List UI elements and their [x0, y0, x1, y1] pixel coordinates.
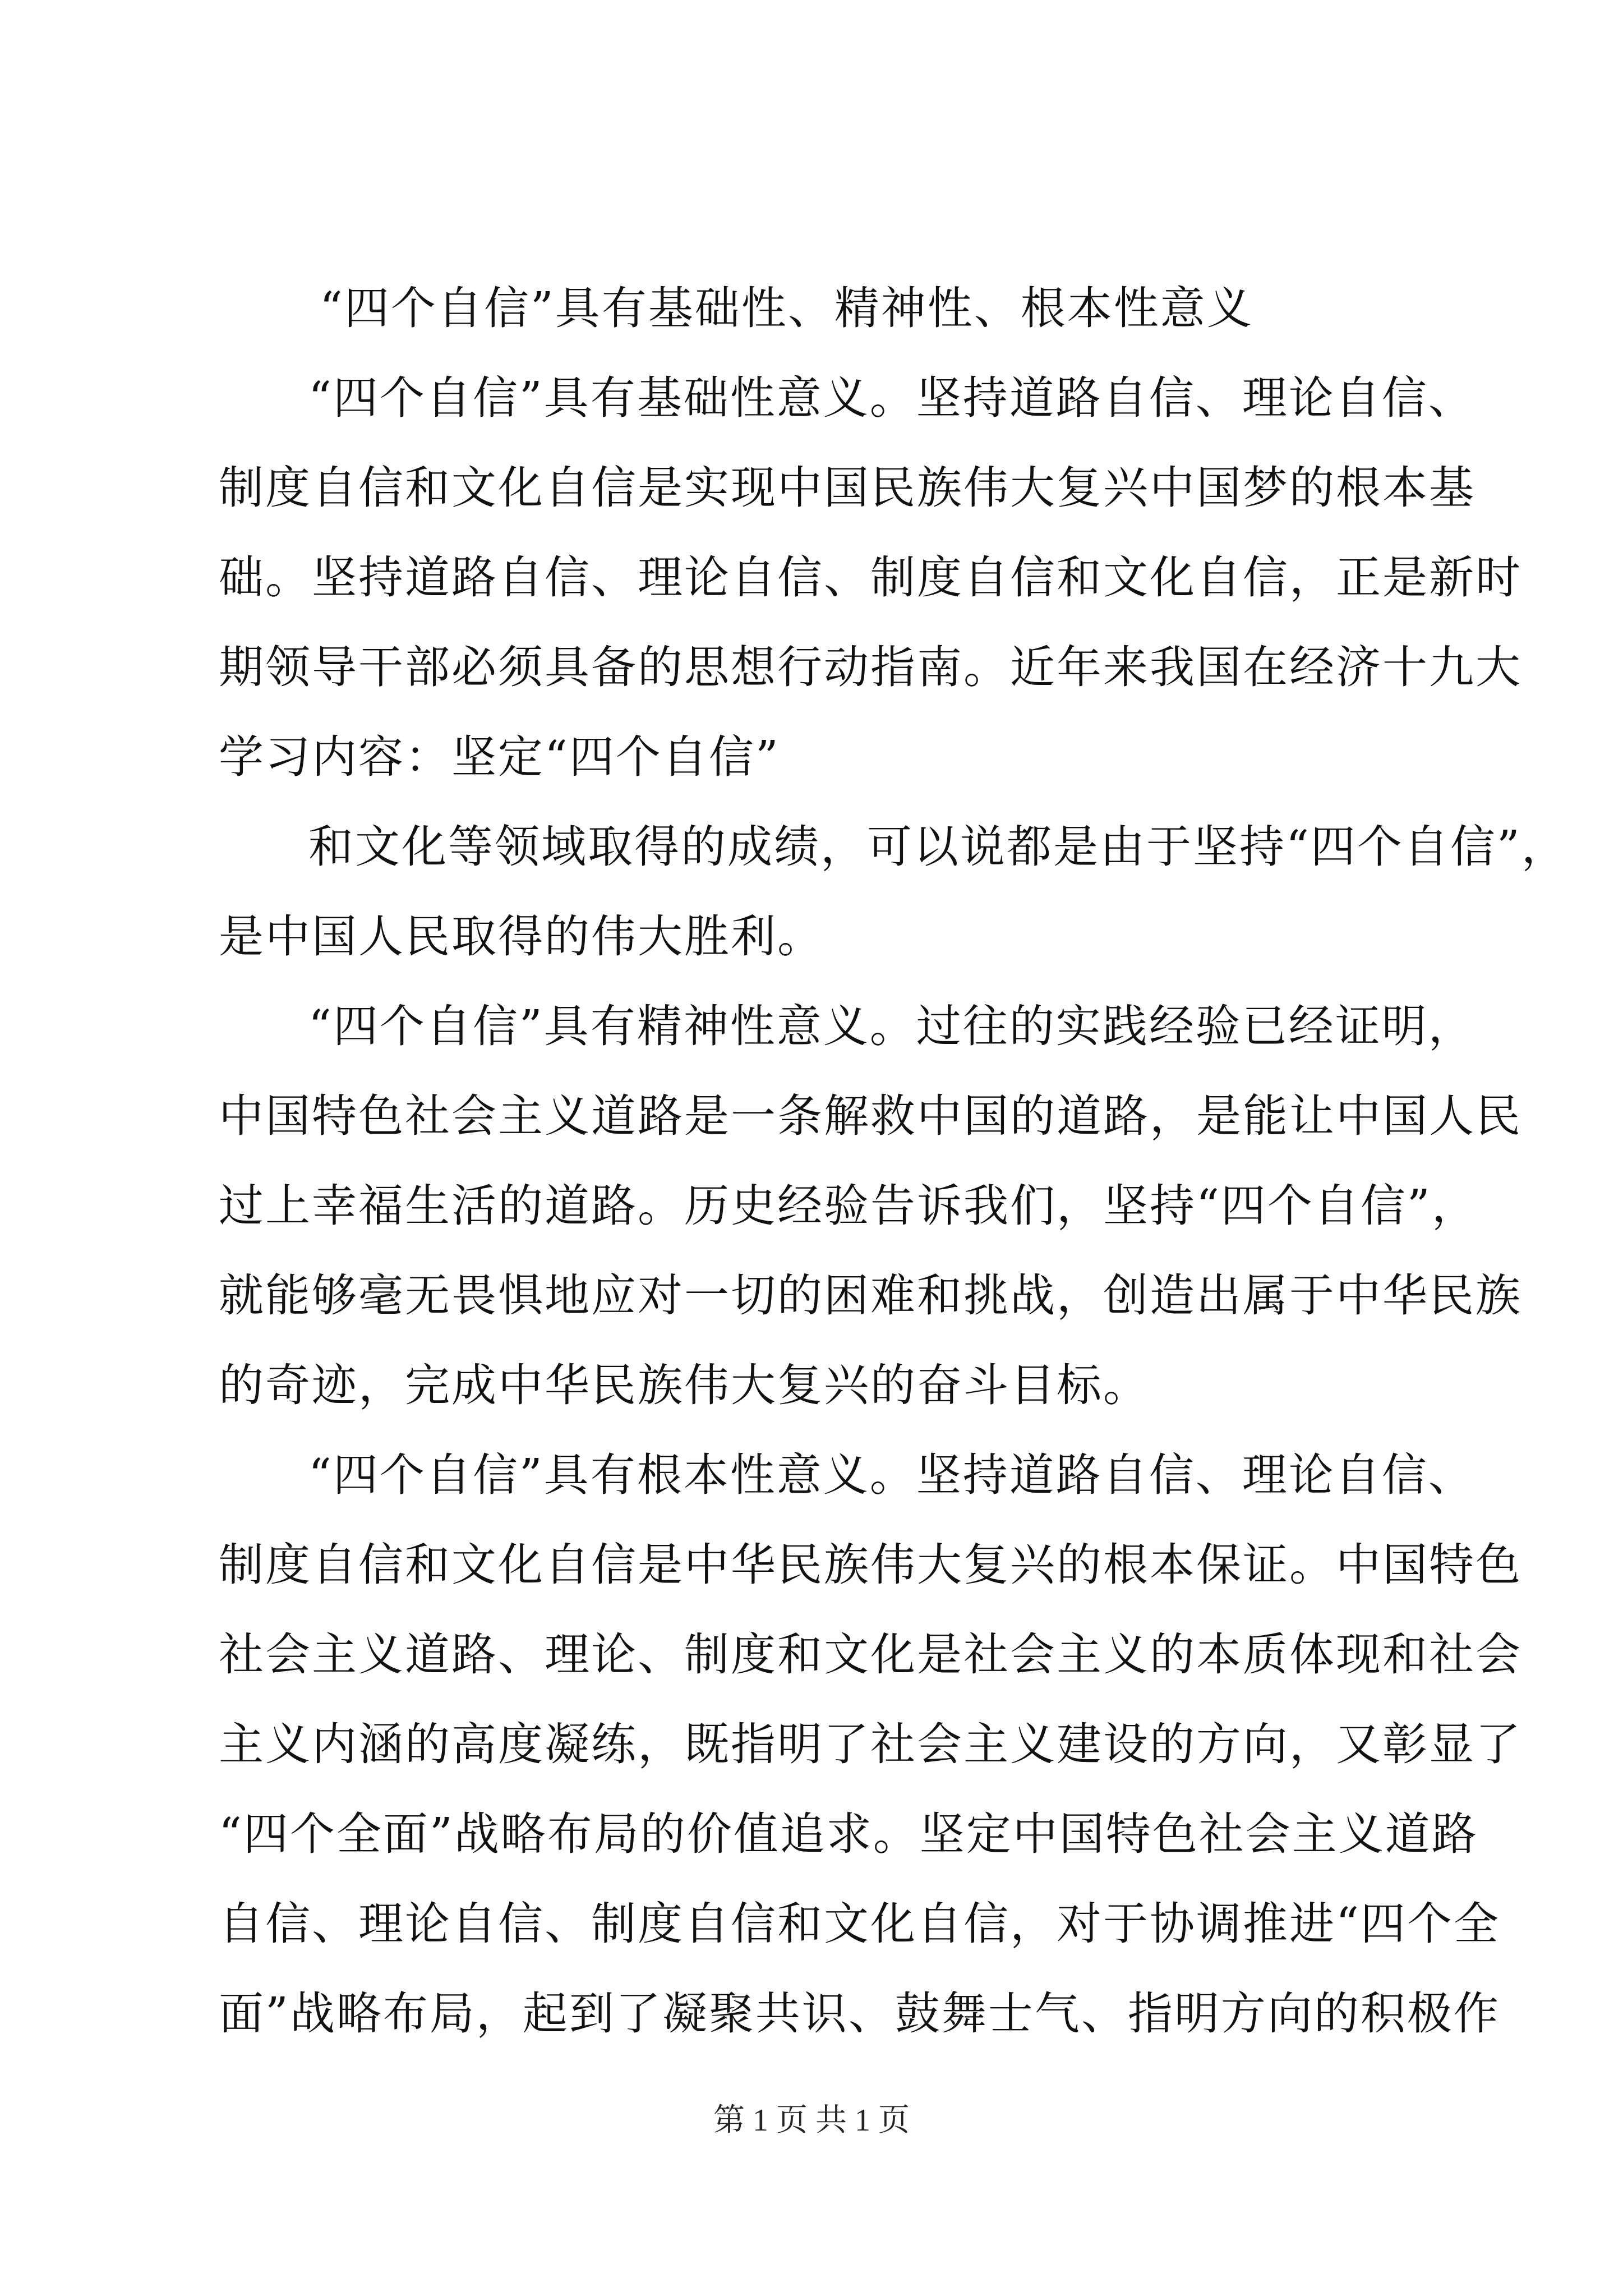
paragraph-line: 和文化等领域取得的成绩，可以说都是由于坚持“四个自信”，	[308, 821, 1568, 873]
paragraph-line: 面”战略布局，起到了凝聚共识、鼓舞士气、指明方向的积极作	[219, 1987, 1500, 2040]
paragraph-line: 就能够毫无畏惧地应对一切的困难和挑战，创造出属于中华民族	[219, 1269, 1522, 1322]
paragraph-line: 是中国人民取得的伟大胜利。	[219, 910, 824, 963]
paragraph-line: “四个自信”具有基础性意义。坚持道路自信、理论自信、	[308, 372, 1475, 424]
paragraph-line: “四个全面”战略布局的价值追求。坚定中国特色社会主义道路	[219, 1808, 1478, 1860]
document-title: “四个自信”具有基础性、精神性、根本性意义	[320, 282, 1253, 334]
paragraph-line: 学习内容：坚定“四个自信”	[219, 731, 780, 783]
paragraph-line: 中国特色社会主义道路是一条解救中国的道路，是能让中国人民	[219, 1090, 1522, 1142]
paragraph-line: “四个自信”具有根本性意义。坚持道路自信、理论自信、	[308, 1449, 1475, 1501]
paragraph-line: 自信、理论自信、制度自信和文化自信，对于协调推进“四个全	[219, 1898, 1500, 1950]
page-number: 第 1 页 共 1 页	[713, 2103, 910, 2138]
paragraph-line: 的奇迹，完成中华民族伟大复兴的奋斗目标。	[219, 1359, 1150, 1411]
document-body	[219, 264, 1568, 2059]
paragraph-line: 社会主义道路、理论、制度和文化是社会主义的本质体现和社会	[219, 1628, 1522, 1681]
paragraph-line: 过上幸福生活的道路。历史经验告诉我们，坚持“四个自信”，	[219, 1180, 1478, 1232]
paragraph-line: 制度自信和文化自信是实现中国民族伟大复兴中国梦的根本基	[219, 462, 1476, 514]
paragraph-line: 主义内涵的高度凝练，既指明了社会主义建设的方向，又彰显了	[219, 1718, 1522, 1770]
paragraph-line: “四个自信”具有精神性意义。过往的实践经验已经证明，	[308, 1000, 1475, 1052]
paragraph-line: 础。坚持道路自信、理论自信、制度自信和文化自信，正是新时	[219, 551, 1522, 604]
page-footer	[0, 2101, 1623, 2140]
paragraph-line: 制度自信和文化自信是中华民族伟大复兴的根本保证。中国特色	[219, 1539, 1522, 1591]
paragraph-line: 期领导干部必须具备的思想行动指南。近年来我国在经济十九大	[219, 641, 1522, 693]
